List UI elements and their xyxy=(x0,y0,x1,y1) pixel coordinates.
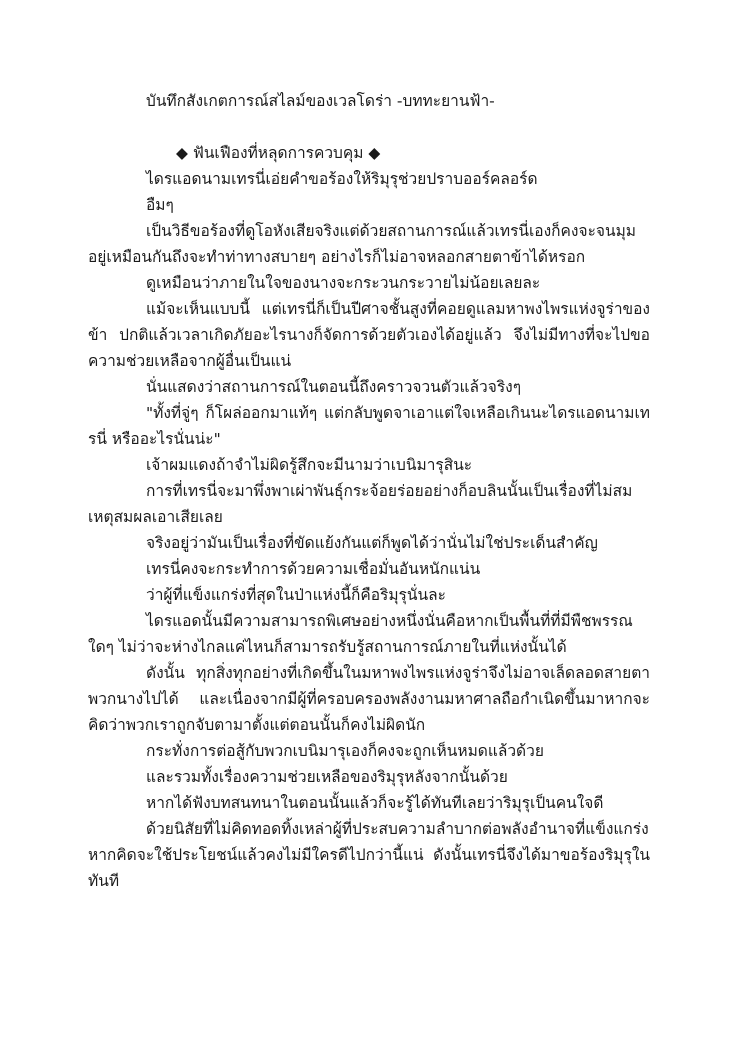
page-content xyxy=(88,88,650,894)
paragraph: ดูเหมือนว่าภายในใจของนางจะกระวนกระวายไม่น้อยเลยละ xyxy=(146,274,541,292)
paragraph: เป็นวิธีขอร้องที่ดูโอหังเสียจริงแต่ด้วยสถานการณ์แล้วเทรนี่เองก็คงจะจนมุมอยู่เหมือนกันถึงจะทำท่าทางสบายๆ อย่างไรก็ไม่อาจหลอกสายตาข้าได้หรอก xyxy=(88,222,637,266)
paragraph: และรวมทั้งเรื่องความช่วยเหลือของริมุรุหลังจากนั้นด้วย xyxy=(146,768,508,786)
paragraph: ด้วยนิสัยที่ไม่คิดทอดทิ้งเหล่าผู้ที่ประสบความลำบากต่อพลังอำนาจที่แข็งแกร่ง หากคิดจะใช้ประโยชน์แล้วคงไม่มีใครดีไปกว่านี้แน่ ดังนั้นเทรนี่จึงได้มาขอร้องริมุรุในทันที xyxy=(88,820,650,890)
paragraph: นั่นแสดงว่าสถานการณ์ในตอนนี้ถึงคราวจวนตัวแล้วจริงๆ xyxy=(146,378,522,396)
paragraph: จริงอยู่ว่ามันเป็นเรื่องที่ขัดแย้งกันแต่ก็พูดได้ว่านั่นไม่ใช่ประเด็นสำคัญ xyxy=(146,534,598,552)
paragraph: หากได้ฟังบทสนทนาในตอนนั้นแล้วก็จะรู้ได้ทันทีเลยว่าริมุรุเป็นคนใจดี xyxy=(146,794,604,812)
chapter-heading: ◆ ฟันเฟืองที่หลุดการควบคุม ◆ xyxy=(176,144,381,162)
paragraph: แม้จะเห็นแบบนี้ แต่เทรนี่ก็เป็นปีศาจชั้นสูงที่คอยดูแลมหาพงไพรแห่งจูร่าของข้า ปกติแล้วเวลาเกิดภัยอะไรนางก็จัดการด้วยตัวเองได้อยู่แล้ว จึงไม่มีทางที่จะไปขอความช่วยเหลือจากผู้อื่นเป็นแน่ xyxy=(88,300,650,370)
document-title: บันทึกสังเกตการณ์สไลม์ของเวลโดร่า -บททะยานฟ้า- xyxy=(146,92,495,110)
paragraph: ดังนั้น ทุกสิ่งทุกอย่างที่เกิดขึ้นในมหาพงไพรแห่งจูร่าจึงไม่อาจเล็ดลอดสายตาพวกนางไปได้ และเนื่องจากมีผู้ที่ครอบครองพลังงานมหาศาลถือกำเนิดขึ้นมาหากจะคิดว่าพวกเราถูกจับตามาตั้งแต่ตอนนั้นก็คงไม่ผิดนัก xyxy=(88,664,650,734)
paragraph: ว่าผู้ที่แข็งแกร่งที่สุดในป่าแห่งนี้ก็คือริมุรุนั่นละ xyxy=(146,586,446,604)
paragraph: เทรนี่คงจะกระทำการด้วยความเชื่อมั่นอันหนักแน่น xyxy=(146,560,481,578)
title-spacer xyxy=(88,114,650,140)
paragraph: การที่เทรนี่จะมาพึ่งพาเผ่าพันธุ์กระจ้อยร่อยอย่างก็อบลินนั้นเป็นเรื่องที่ไม่สมเหตุสมผลเอาเสียเลย xyxy=(88,482,633,526)
paragraph: เจ้าผมแดงถ้าจำไม่ผิดรู้สึกจะมีนามว่าเบนิมารุสินะ xyxy=(146,456,473,474)
paragraph: ไดรแอดนามเทรนี่เอ่ยคำขอร้องให้ริมุรุช่วยปราบออร์คลอร์ด xyxy=(146,170,538,188)
paragraph: ไดรแอดนั้นมีความสามารถพิเศษอย่างหนึ่งนั่นคือหากเป็นพื้นที่ที่มีพืชพรรณใดๆ ไม่ว่าจะห่างไกลแค่ไหนก็สามารถรับรู้สถานการณ์ภายในที่แห่งนั้นได้ xyxy=(88,612,633,656)
paragraph: "ทั้งที่จู่ๆ ก็โผล่ออกมาแท้ๆ แต่กลับพูดจาเอาแต่ใจเหลือเกินนะไดรแอดนามเทรนี่ หรืออะไรนั่นน่ะ" xyxy=(88,404,650,448)
paragraph: กระทั่งการต่อสู้กับพวกเบนิมารุเองก็คงจะถูกเห็นหมดแล้วด้วย xyxy=(146,742,544,760)
paragraph: อืมๆ xyxy=(146,196,174,214)
